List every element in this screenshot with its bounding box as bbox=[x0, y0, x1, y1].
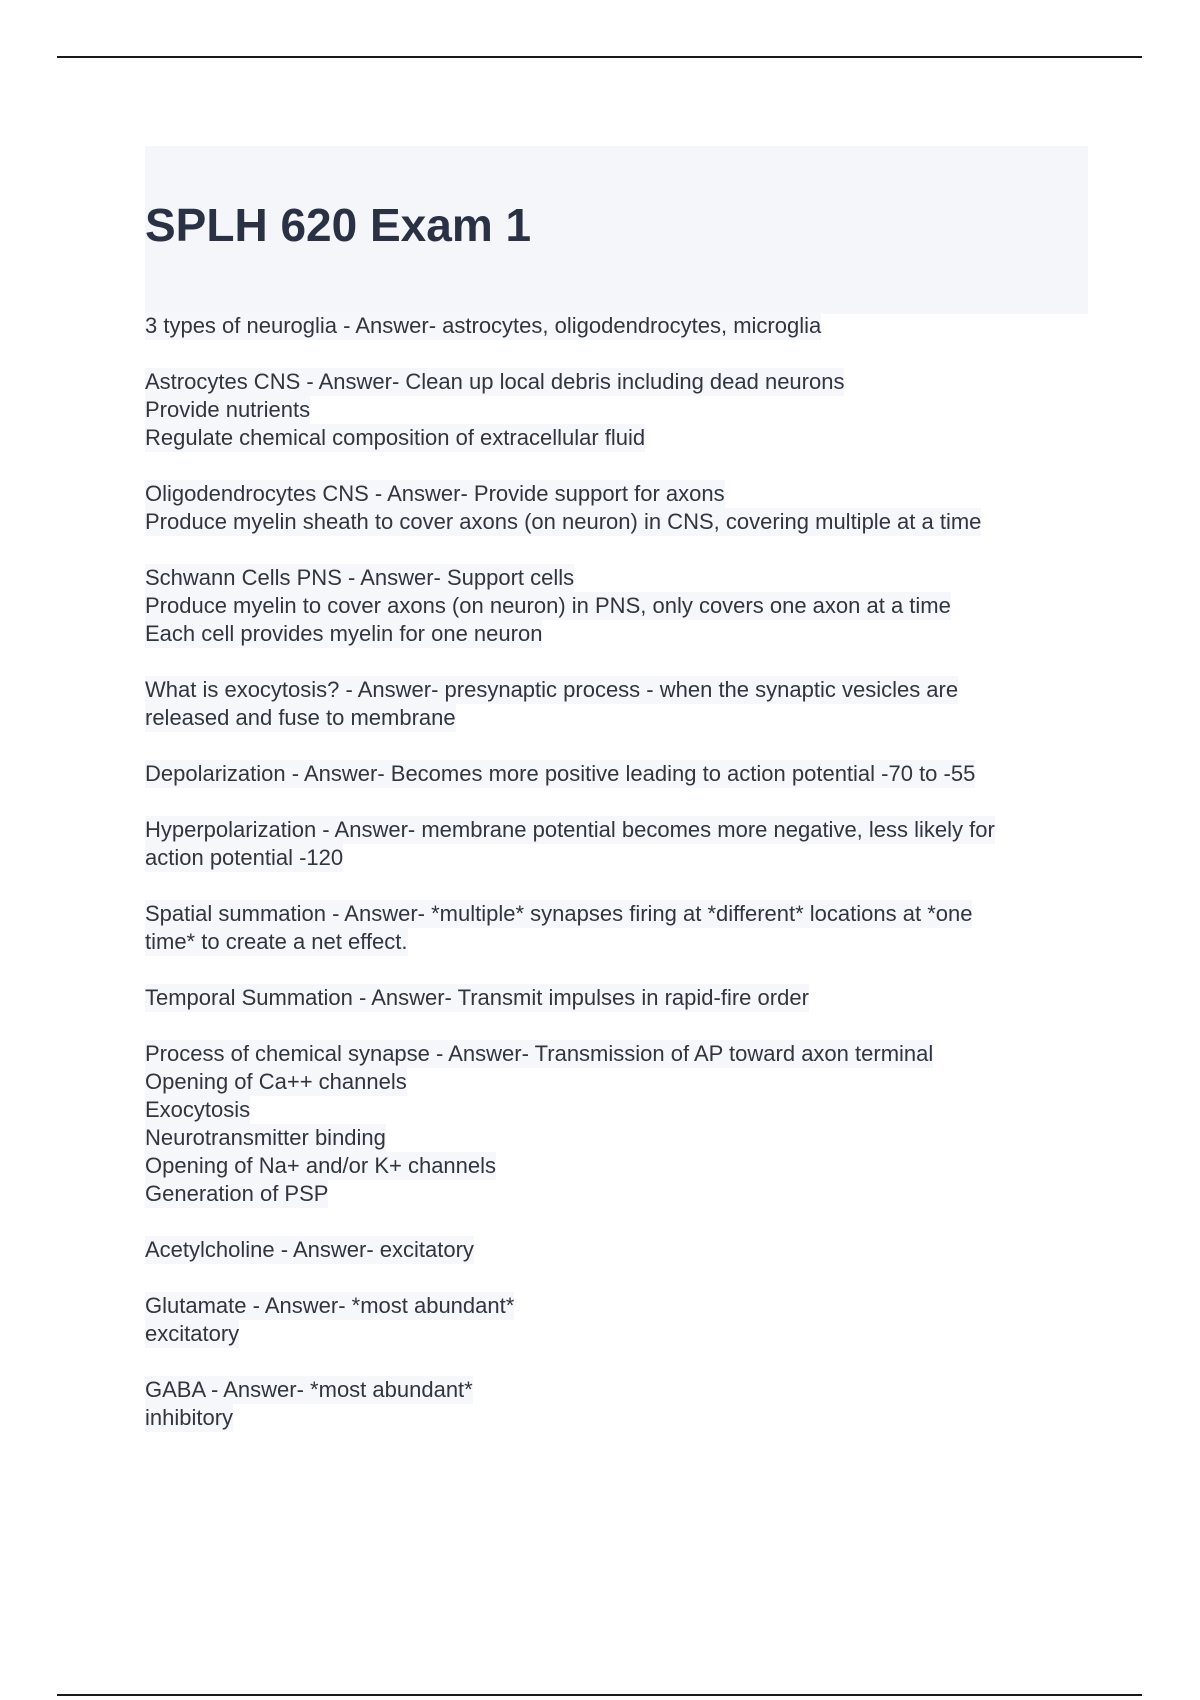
flashcard-line: Opening of Na+ and/or K+ channels bbox=[145, 1153, 497, 1178]
flashcard bbox=[145, 1292, 1095, 1348]
flashcard-line: time* to create a net effect. bbox=[145, 929, 408, 954]
flashcard-line: Temporal Summation - Answer- Transmit impulses in rapid-fire order bbox=[145, 985, 809, 1010]
flashcard bbox=[145, 816, 1095, 872]
flashcard bbox=[145, 1040, 1095, 1208]
flashcard-line: Provide nutrients bbox=[145, 397, 311, 422]
flashcard-line: Spatial summation - Answer- *multiple* synapses firing at *different* locations at *one bbox=[145, 901, 973, 926]
flashcard-line: What is exocytosis? - Answer- presynaptic process - when the synaptic vesicles are bbox=[145, 677, 959, 702]
flashcard bbox=[145, 480, 1095, 536]
flashcard-line: released and fuse to membrane bbox=[145, 705, 456, 730]
flashcard-line: Glutamate - Answer- *most abundant* bbox=[145, 1293, 515, 1318]
flashcard bbox=[145, 1236, 1095, 1264]
flashcard bbox=[145, 368, 1095, 452]
flashcard-line: Generation of PSP bbox=[145, 1181, 329, 1206]
flashcard-line: Astrocytes CNS - Answer- Clean up local debris including dead neurons bbox=[145, 369, 845, 394]
flashcard-line: Hyperpolarization - Answer- membrane potential becomes more negative, less likely for bbox=[145, 817, 995, 842]
flashcard-line: Depolarization - Answer- Becomes more positive leading to action potential -70 to -55 bbox=[145, 761, 976, 786]
flashcard bbox=[145, 564, 1095, 648]
page-title: SPLH 620 Exam 1 bbox=[145, 199, 532, 251]
flashcard-line: Oligodendrocytes CNS - Answer- Provide support for axons bbox=[145, 481, 725, 506]
flashcard bbox=[145, 1376, 1095, 1432]
flashcard-line: Neurotransmitter binding bbox=[145, 1125, 386, 1150]
flashcard-line: Opening of Ca++ channels bbox=[145, 1069, 407, 1094]
flashcard-line: Produce myelin to cover axons (on neuron) in PNS, only covers one axon at a time bbox=[145, 593, 951, 618]
flashcard-line: Schwann Cells PNS - Answer- Support cells bbox=[145, 565, 575, 590]
flashcard bbox=[145, 676, 1095, 732]
flashcard-line: GABA - Answer- *most abundant* bbox=[145, 1377, 473, 1402]
flashcard bbox=[145, 984, 1095, 1012]
flashcard bbox=[145, 312, 1095, 340]
flashcard-line: action potential -120 bbox=[145, 845, 344, 870]
page-top-rule bbox=[57, 56, 1142, 58]
flashcard-line: inhibitory bbox=[145, 1405, 234, 1430]
flashcard-line: Each cell provides myelin for one neuron bbox=[145, 621, 543, 646]
flashcard-line: Exocytosis bbox=[145, 1097, 251, 1122]
flashcard-line: excitatory bbox=[145, 1321, 240, 1346]
flashcard bbox=[145, 900, 1095, 956]
flashcard-line: Produce myelin sheath to cover axons (on neuron) in CNS, covering multiple at a time bbox=[145, 509, 982, 534]
flashcard-line: Acetylcholine - Answer- excitatory bbox=[145, 1237, 474, 1262]
flashcard-line: Regulate chemical composition of extracellular fluid bbox=[145, 425, 646, 450]
page-bottom-rule bbox=[57, 1694, 1142, 1696]
flashcard-line: Process of chemical synapse - Answer- Transmission of AP toward axon terminal bbox=[145, 1041, 934, 1066]
flashcard-list bbox=[145, 312, 1095, 1460]
flashcard bbox=[145, 760, 1095, 788]
flashcard-line: 3 types of neuroglia - Answer- astrocytes, oligodendrocytes, microglia bbox=[145, 313, 822, 338]
